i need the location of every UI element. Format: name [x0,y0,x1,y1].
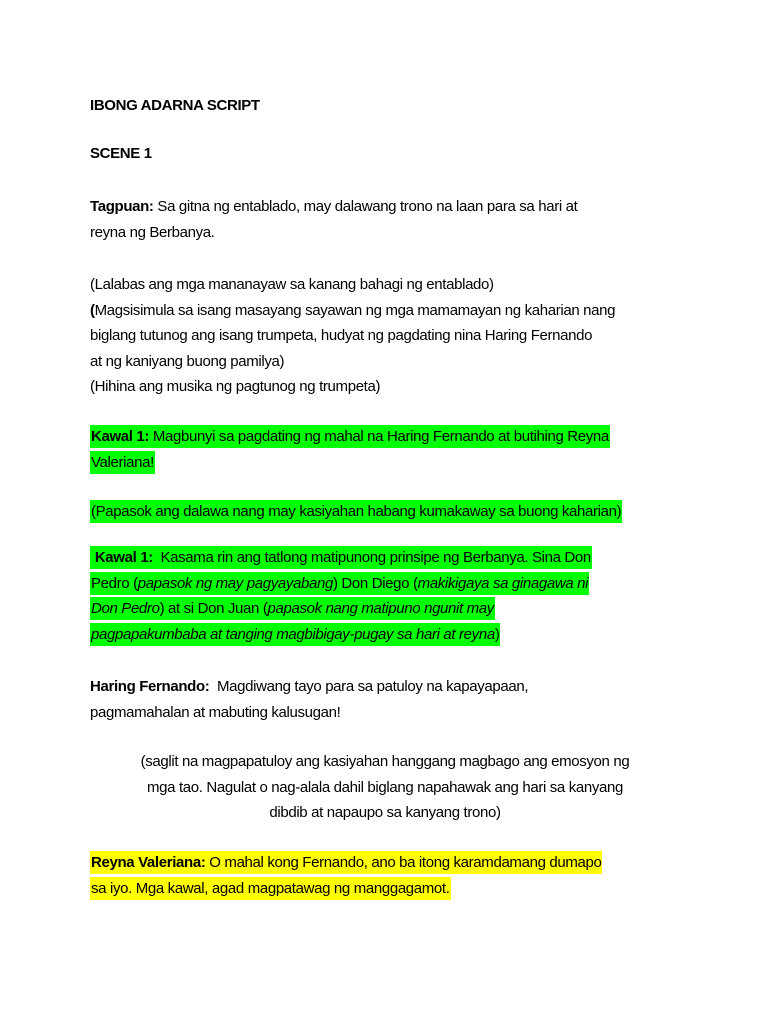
text-line [90,141,152,167]
paragraph-papasok [90,499,622,525]
speaker-label: IBONG ADARNA SCRIPT [90,97,260,114]
text-run: Pedro ( [91,574,138,592]
text-run: ) at si Don Juan ( [159,600,268,617]
highlighted-text [90,597,495,620]
line-text [90,276,494,293]
line-text [90,224,215,241]
text-run: biglang tutunog ang isang trumpeta, hudyat ng pagdating nina Haring Fernando [90,327,593,344]
speaker-label: Tagpuan: [90,198,154,215]
highlighted-text [90,851,602,874]
text-run: Magbunyi sa pagdating ng mahal na Haring Fernando at butihing Reyna [149,428,609,445]
text-line [90,424,610,450]
text-line [90,323,615,349]
text-line [90,545,592,571]
speaker-label: Haring Fernando: [90,678,210,695]
line-text [141,753,630,770]
text-line [90,876,602,902]
text-run: ) Don Diego ( [332,574,418,592]
text-run: (Lalabas ang mga mananayaw sa kanang bahagi ng entablado) [90,276,494,293]
highlighted-text [90,425,610,448]
text-line [90,298,615,324]
text-run: mga tao. Nagulat o nag-alala dahil biglang napahawak ang hari sa kanyang [147,778,623,796]
paragraph-kawal2 [90,545,592,647]
text-run: Magdiwang tayo para sa patuloy na kapayapaan, [209,678,529,695]
line-text [90,704,340,721]
text-run: (Hihina ang musika ng pagtunog ng trumpeta) [90,378,381,395]
text-run: Magsisimula sa isang masayang sayawan ng mga mamamayan ng kaharian nang [94,301,616,319]
text-line [90,571,592,597]
text-run: (saglit na magpapatuloy ang kasiyahan hanggang magbago ang emosyon ng [140,753,630,770]
line-text [269,804,500,821]
line-text [147,779,623,796]
stage-direction-text: makikigaya sa ginagawa ni [417,574,589,592]
text-line [90,800,680,826]
text-run: reyna ng Berbanya. [90,223,215,241]
paragraph-haring [90,674,528,725]
text-run: sa iyo. Mga kawal, agad magpatawag ng manggagamot. [91,879,450,897]
line-text [90,145,152,162]
paragraph-kawal1 [90,424,610,475]
text-run: Sa gitna ng entablado, may dalawang trono na laan para sa hari at [153,198,578,215]
text-line [90,700,528,726]
line-text [90,678,528,695]
text-line [90,674,528,700]
stage-direction-text: papasok ng may pagyayabang [137,574,333,592]
text-line [90,499,622,525]
text-line [90,93,260,119]
text-run: pagmamahalan at mabuting kalusugan! [90,703,341,721]
text-line [90,349,615,375]
line-text [90,198,577,215]
text-line [90,374,615,400]
speaker-label: Kawal 1: [91,428,150,445]
stage-direction-text: pagpapakumbaba at tanging magbibigay-pugay sa hari at reyna [91,625,495,643]
line-text [90,302,615,319]
text-line [90,450,610,476]
text-run: O mahal kong Fernando, ano ba itong karamdamang dumapo [205,854,602,871]
line-text [90,327,592,344]
line-text [90,97,260,114]
text-run: at ng kaniyang buong pamilya) [90,352,285,370]
paragraph-stage1 [90,272,615,400]
paragraph-scene [90,141,152,167]
paragraph-saglit [90,749,680,826]
text-line [90,775,680,801]
text-line [90,220,577,246]
highlighted-text [90,877,451,900]
text-line [90,850,602,876]
paragraph-title [90,93,260,119]
text-line [90,272,615,298]
line-text [90,378,380,395]
paragraph-tagpuan [90,194,577,245]
text-run: dibdib at napaupo sa kanyang trono) [269,804,501,821]
highlighted-text [90,451,155,474]
stage-direction-text: Don Pedro [91,600,160,617]
text-line [90,596,592,622]
stage-direction-text: papasok nang matipuno ngunit may [267,600,494,617]
text-run: Valeriana! [91,453,154,471]
highlighted-text [90,500,622,523]
highlighted-text [90,623,500,646]
text-run: (Papasok ang dalawa nang may kasiyahan habang kumakaway sa buong kaharian) [91,503,622,520]
line-text [90,353,284,370]
text-line [90,194,577,220]
highlighted-text [90,572,589,595]
text-run: Kasama rin ang tatlong matipunong prinsipe ng Berbanya. Sina Don [152,549,591,566]
speaker-label: ( [90,301,95,319]
text-run: ) [494,625,500,643]
text-line [90,622,592,648]
highlighted-text [90,546,592,569]
text-line [90,749,680,775]
speaker-label: SCENE 1 [90,145,152,162]
speaker-label: Reyna Valeriana: [91,854,206,871]
speaker-label: Kawal 1: [91,549,153,566]
paragraph-reyna [90,850,602,901]
